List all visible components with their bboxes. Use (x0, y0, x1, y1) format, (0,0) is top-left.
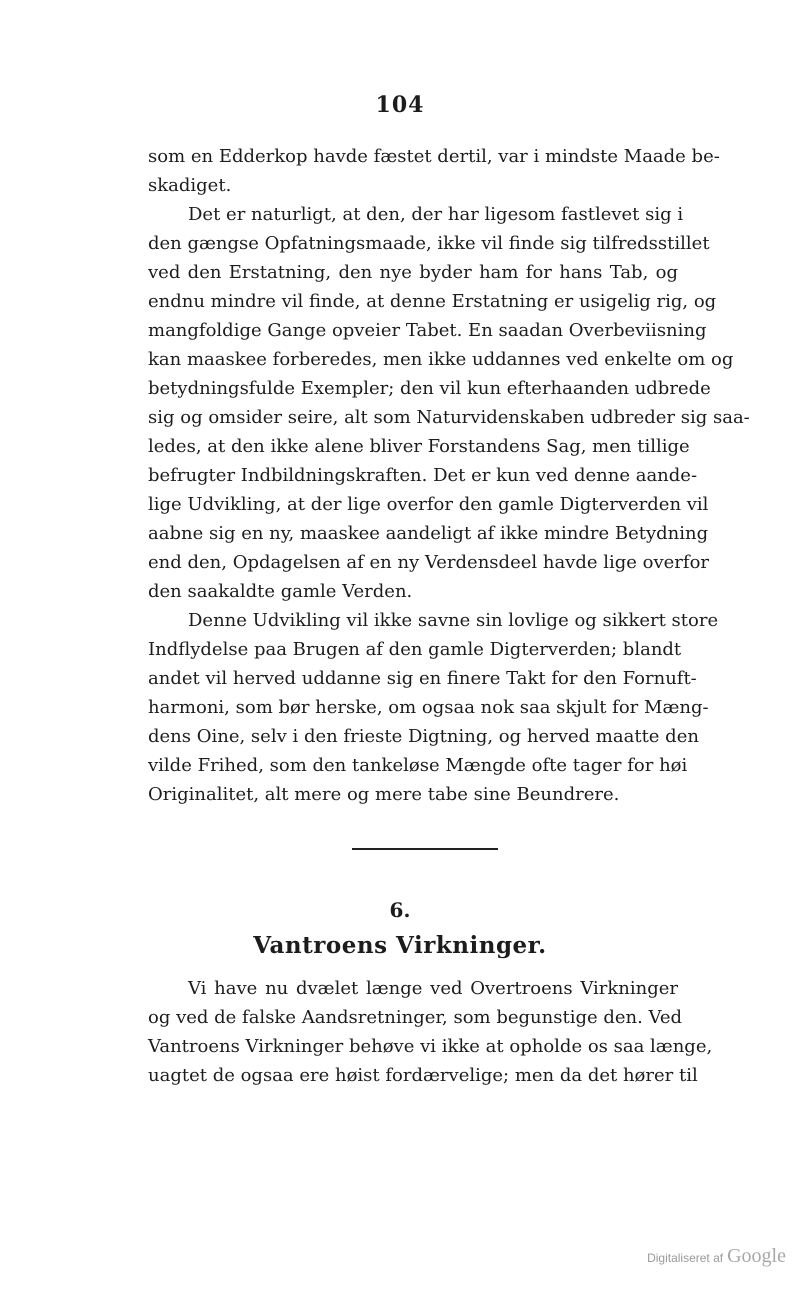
text-line: Vantroens Virkninger behøve vi ikke at opholde os saa længe, (148, 1036, 713, 1057)
text-line: Indflydelse paa Brugen af den gamle Digterverden; blandt (148, 639, 682, 660)
text-line: harmoni, som bør herske, om ogsaa nok saa skjult for Mæng- (148, 697, 709, 718)
text-line: endnu mindre vil finde, at denne Erstatning er usigelig rig, og (148, 291, 717, 312)
text-line: ved den Erstatning, den nye byder ham for hans Tab, og (148, 262, 678, 283)
text-line: skadiget. (148, 175, 232, 196)
text-line: Originalitet, alt mere og mere tabe sine Beundrere. (148, 784, 620, 805)
text-line: kan maaskee forberedes, men ikke uddannes ved enkelte om og (148, 349, 734, 370)
section-number: 6. (389, 898, 411, 922)
text-line: betydningsfulde Exempler; den vil kun efterhaanden udbrede (148, 378, 711, 399)
text-line: den gængse Opfatningsmaade, ikke vil finde sig tilfredsstillet (148, 233, 710, 254)
text-line: andet vil herved uddanne sig en finere Takt for den Fornuft- (148, 668, 697, 689)
section-divider (352, 848, 498, 850)
google-logo: Google (727, 1245, 786, 1267)
text-line: end den, Opdagelsen af en ny Verdensdeel havde lige overfor (148, 552, 710, 573)
text-line: sig og omsider seire, alt som Naturvidenskaben udbreder sig saa- (148, 407, 750, 428)
text-line: som en Edderkop havde fæstet dertil, var i mindste Maade be- (148, 146, 720, 167)
text-line: uagtet de ogsaa ere høist fordærvelige; men da det hører til (148, 1065, 698, 1086)
text-line: dens Oine, selv i den frieste Digtning, og herved maatte den (148, 726, 699, 747)
text-line: Det er naturligt, at den, der har ligesom fastlevet sig i (188, 204, 684, 225)
text-line: Vi have nu dvælet længe ved Overtroens Virkninger (188, 978, 678, 999)
digitization-watermark (647, 1245, 786, 1268)
watermark-prefix: Digitaliseret af (647, 1251, 724, 1265)
text-line: Denne Udvikling vil ikke savne sin lovlige og sikkert store (188, 610, 719, 631)
text-line: vilde Frihed, som den tankeløse Mængde ofte tager for høi (148, 755, 688, 776)
text-line: og ved de falske Aandsretninger, som begunstige den. Ved (148, 1007, 683, 1028)
text-line: ledes, at den ikke alene bliver Forstandens Sag, men tillige (148, 436, 690, 457)
text-line: aabne sig en ny, maaskee aandeligt af ikke mindre Betydning (148, 523, 709, 544)
section-title: Vantroens Virkninger. (253, 932, 547, 959)
text-line: mangfoldige Gange opveier Tabet. En saadan Overbeviisning (148, 320, 707, 341)
text-line: lige Udvikling, at der lige overfor den gamle Digterverden vil (148, 494, 709, 515)
page-number: 104 (375, 92, 425, 118)
text-line: den saakaldte gamle Verden. (148, 581, 413, 602)
text-line: befrugter Indbildningskraften. Det er kun ved denne aande- (148, 465, 698, 486)
